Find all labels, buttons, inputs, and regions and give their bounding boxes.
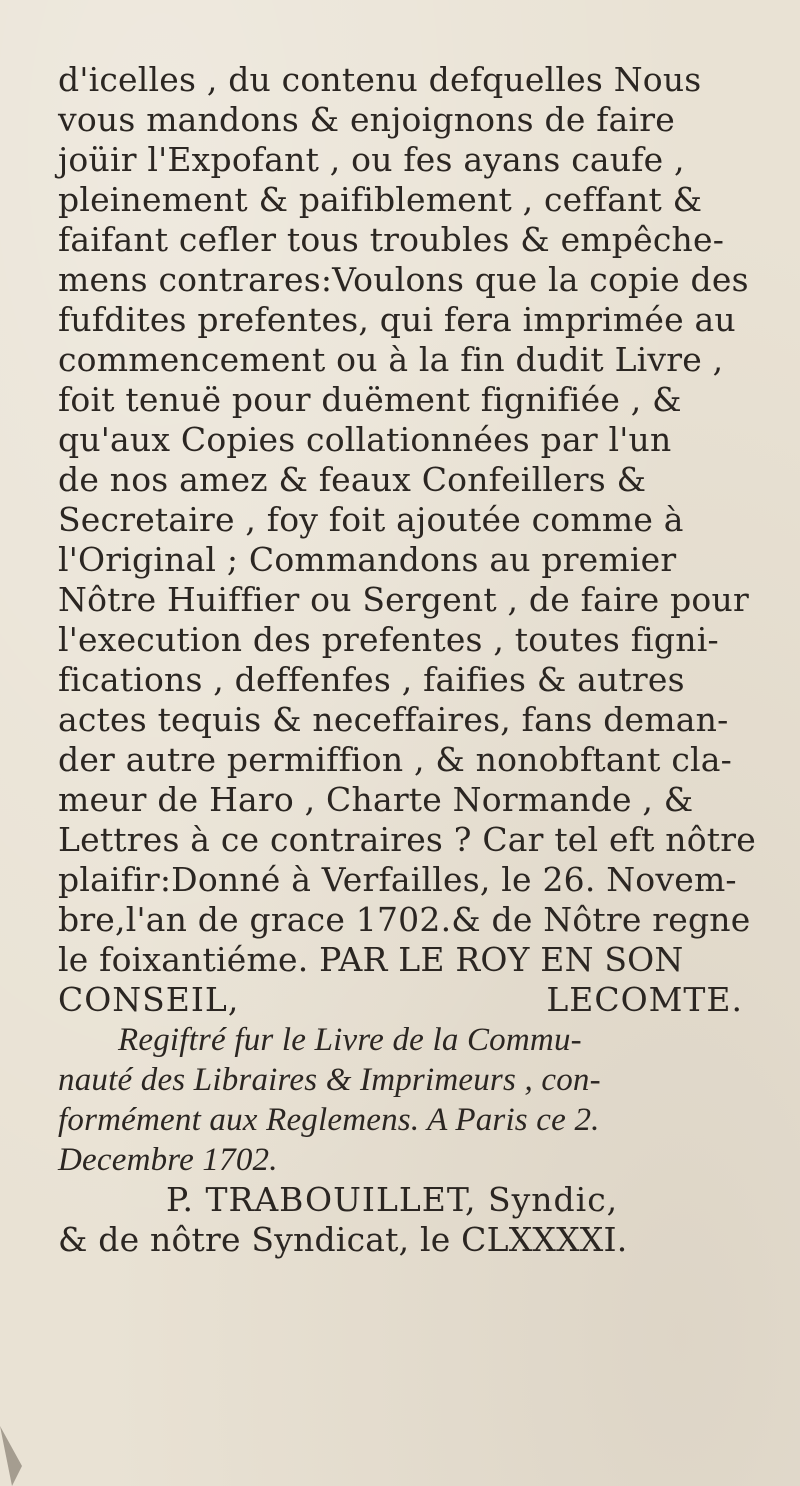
- text-line: Nôtre Huiffier ou Sergent , de faire pour: [58, 580, 749, 619]
- text-line: de nos amez & feaux Confeillers &: [58, 460, 647, 499]
- text-line: fications , deffenfes , faifies & autres: [58, 660, 685, 699]
- text-line: Secretaire , foy foit ajoutée comme à: [58, 500, 684, 539]
- text-line: foit tenuë pour duëment fignifiée , &: [58, 380, 682, 419]
- text-line: faifant cefler tous troubles & empêche-: [58, 220, 725, 259]
- text-line: l'execution des prefentes , toutes figni-: [58, 620, 719, 659]
- registration-line: formément aux Reglemens. A Paris ce 2.: [58, 1102, 600, 1138]
- text-line: le foixantiéme. PAR LE ROY EN SON: [58, 940, 684, 979]
- text-line: fufdites prefentes, qui fera imprimée au: [58, 300, 736, 339]
- syndic-line: P. TRABOUILLET, Syndic,: [166, 1180, 619, 1219]
- text-line: qu'aux Copies collationnées par l'un: [58, 420, 672, 459]
- registration-line: nauté des Libraires & Imprimeurs , con-: [58, 1062, 601, 1098]
- text-line: l'Original ; Commandons au premier: [58, 540, 677, 579]
- text-line: Lettres à ce contraires ? Car tel eft nôtre: [58, 820, 756, 859]
- text-line: der autre permiffion , & nonobftant cla-: [58, 740, 732, 779]
- page-corner-fold-mark: [0, 1426, 60, 1486]
- registration-line: Decembre 1702.: [58, 1142, 278, 1178]
- text-line: actes tequis & neceffaires, fans deman-: [58, 700, 729, 739]
- registration-line: Regiftré fur le Livre de la Commu-: [118, 1022, 582, 1058]
- final-line: & de nôtre Syndicat, le CLXXXXI.: [58, 1220, 628, 1259]
- council-label: CONSEIL,: [58, 980, 240, 1019]
- text-line: d'icelles , du contenu defquelles Nous: [58, 60, 702, 99]
- text-line: pleinement & paifiblement , ceffant &: [58, 180, 703, 219]
- text-line: plaifir:Donné à Verfailles, le 26. Novem-: [58, 860, 737, 899]
- text-line: meur de Haro , Charte Normande , &: [58, 780, 694, 819]
- text-line: bre,l'an de grace 1702.& de Nôtre regne: [58, 900, 751, 939]
- text-line: vous mandons & enjoignons de faire: [58, 100, 675, 139]
- text-line: mens contrares:Voulons que la copie des: [58, 260, 749, 299]
- text-line: commencement ou à la fin dudit Livre ,: [58, 340, 724, 379]
- signature-row: [58, 980, 743, 1020]
- body-text: [58, 60, 756, 1260]
- signatory-name: LECOMTE.: [546, 980, 743, 1019]
- text-line: joüir l'Expofant , ou fes ayans caufe ,: [58, 140, 685, 179]
